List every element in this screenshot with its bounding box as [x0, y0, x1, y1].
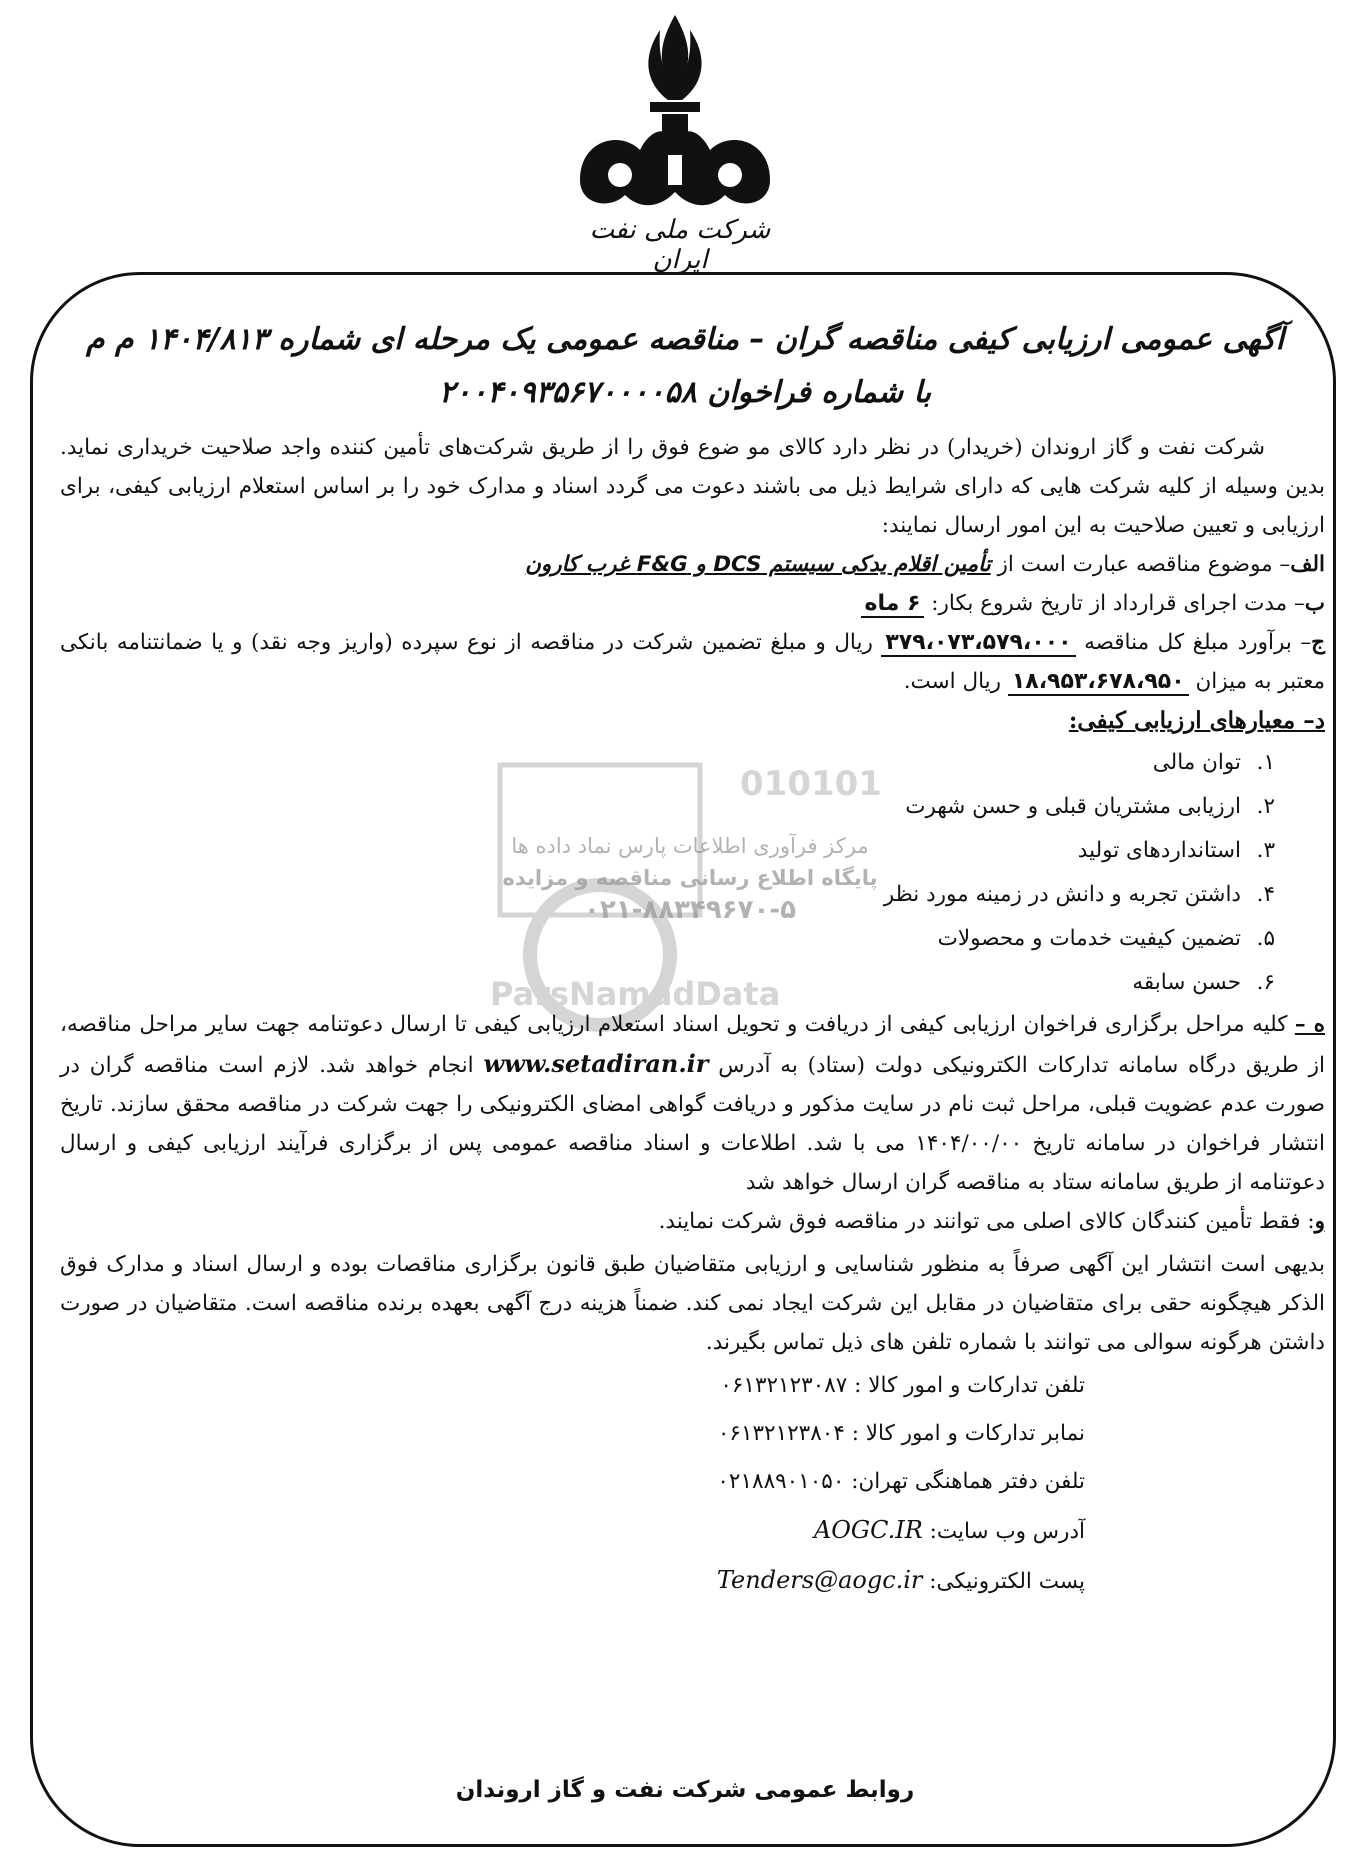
- phone-number: ۰۶۱۳۲۱۲۳۰۸۷: [720, 1373, 848, 1398]
- watermark-line2: پایگاه اطلاع رسانی مناقصه و مزایده: [502, 866, 878, 890]
- notice-call-number: با شماره فراخوان ۲۰۰۴۰۹۳۵۶۷۰۰۰۰۵۸: [438, 375, 932, 410]
- item-jim: [60, 623, 1325, 701]
- item-be: [60, 584, 1325, 623]
- footer-signature: روابط عمومی شرکت نفت و گاز اروندان: [455, 1777, 915, 1803]
- watermark-digits: 010101: [740, 764, 882, 804]
- list-item: ۴.داشتن تجربه و دانش در زمینه مورد نظر: [883, 882, 1275, 907]
- item-jim-label: ج: [1311, 630, 1325, 655]
- tehran-number: ۰۲۱۸۸۹۰۱۰۵۰: [717, 1469, 845, 1494]
- logo-caption: شرکت ملی نفت ایران: [589, 215, 771, 275]
- list-item: ۶.حسن سابقه: [1132, 970, 1275, 995]
- item-he: [60, 1005, 1325, 1202]
- guarantee-amount: ۱۸،۹۵۳،۶۷۸،۹۵۰: [1008, 669, 1189, 696]
- item-be-text: – مدت اجرای قرارداد از تاریخ شروع بکار:: [924, 591, 1305, 616]
- item-dal-label: د: [1314, 707, 1325, 734]
- notice-body: [60, 428, 1325, 1606]
- tender-amount: ۳۷۹،۰۷۳،۵۷۹،۰۰۰: [881, 630, 1075, 657]
- intro-paragraph: شرکت نفت و گاز اروندان (خریدار) در نظر دارد کالای مو ضوع فوق را از طریق شرکت‌های تأمین کننده واجد صلاحیت خریداری نماید. بدین وسیله از کلیه شرکت هایی که دارای شرایط ذیل می باشند دعوت می گردد اسناد و مدارک خود را بر اساس استعلام ارزیابی کیفی، برای ارزیابی و تعیین صلاحیت به این امور ارسال نمایند:: [60, 435, 1325, 538]
- watermark-text: [480, 830, 900, 926]
- item-dal: [60, 701, 1325, 741]
- item-alef-text: – موضوع مناقصه عبارت است از: [990, 552, 1291, 577]
- criteria-title: – معیارهای ارزیابی کیفی:: [1068, 707, 1315, 734]
- item-he-text1: کلیه مراحل برگزاری فراخوان ارزیابی کیفی از دریافت و تحویل اسناد استعلام ارزیابی کیفی تا ارسال دعوتنامه جهت سایر مراحل مناقصه، از طریق درگاه سامانه تدارکات الکترونیکی دولت (ستاد) به آدرس: [60, 1012, 1325, 1078]
- item-be-label: ب: [1304, 591, 1325, 616]
- list-item: ۲.ارزیابی مشتریان قبلی و حسن شهرت: [905, 794, 1275, 819]
- item-alef-label: الف: [1290, 552, 1325, 577]
- list-item: ۵.تضمین کیفیت خدمات و محصولات: [937, 926, 1275, 951]
- website-line: آدرس وب سایت: AOGC.IR: [813, 1516, 1085, 1544]
- tender-subject: تأمین اقلام یدکی سیستم DCS و F&G غرب کارون: [525, 552, 991, 577]
- website-link[interactable]: AOGC.IR: [813, 1516, 923, 1544]
- setadiran-link[interactable]: www.setadiran.ir: [483, 1049, 709, 1078]
- watermark-line1: مرکز فرآوری اطلاعات پارس نماد داده ها: [511, 834, 869, 858]
- phone-line: تلفن تدارکات و امور کالا : ۰۶۱۳۲۱۲۳۰۸۷: [720, 1373, 1085, 1398]
- contacts-block: [60, 1362, 1325, 1606]
- item-alef: [60, 545, 1325, 584]
- watermark-brand: ParsNamadData: [490, 975, 781, 1013]
- item-vav-label: و: [1314, 1209, 1325, 1234]
- item-jim-text1: – برآورد مبلغ کل مناقصه: [1075, 630, 1312, 655]
- item-jim-text2: ریال و مبلغ تضمین شرکت در مناقصه از نوع سپرده (واریز وجه نقد) و یا ضمانتنامه بانکی معتبر به میزان: [60, 630, 1325, 694]
- disclaimer-paragraph: بدیهی است انتشار این آگهی صرفاً به منظور شناسایی و ارزیابی متقاضیان طبق قانون برگزاری مناقصات بوده و ارسال اسناد و مدارک فوق الذکر هیچگونه حقی برای متقاضیان در مقابل این شرکت ایجاد نمی کند. ضمناً هزینه درج آگهی بعهده برنده مناقصه است. متقاضیان در صورت داشتن هرگونه سوالی می توانند با شماره تلفن های ذیل تماس بگیرند.: [60, 1252, 1325, 1355]
- item-vav-text: : فقط تأمین کنندگان کالای اصلی می توانند در مناقصه فوق شرکت نمایند.: [658, 1209, 1315, 1234]
- item-he-label: ه –: [1294, 1012, 1325, 1037]
- list-item: ۳.استانداردهای تولید: [1077, 838, 1275, 863]
- email-line: پست الکترونیکی: Tenders@aogc.ir: [716, 1566, 1085, 1594]
- tehran-line: تلفن دفتر هماهنگی تهران: ۰۲۱۸۸۹۰۱۰۵۰: [717, 1469, 1085, 1494]
- item-vav: [60, 1202, 1325, 1241]
- list-item: ۱.توان مالی: [1152, 750, 1275, 775]
- fax-line: نمابر تدارکات و امور کالا : ۰۶۱۳۲۱۲۳۸۰۴: [717, 1421, 1085, 1446]
- item-jim-text3: ریال است.: [903, 669, 1008, 694]
- notice-title: آگهی عمومی ارزیابی کیفی مناقصه گران – مناقصه عمومی یک مرحله ای شماره ۱۴۰۴/۸۱۳ م م: [86, 322, 1284, 357]
- watermark-phone: ۰۲۱-۸۸۳۴۹۶۷۰-۵: [583, 895, 796, 925]
- item-he-text2: انجام خواهد شد. لازم است مناقصه گران در صورت عدم عضویت قبلی، مراحل ثبت نام در سایت مذکور و دریافت گواهی امضای الکترونیکی را جهت شرکت در مناقصه محقق سازند. تاریخ انتشار فراخوان در سامانه تاریخ ۱۴۰۴/۰۰/۰۰ می با شد. اطلاعات و اسناد مناقصه عمومی پس از برگزاری فرآیند ارزیابی کیفی و ارسال دعوتنامه از طریق سامانه ستاد به مناقصه گران ارسال خواهد شد: [60, 1053, 1325, 1195]
- email-link[interactable]: Tenders@aogc.ir: [716, 1566, 923, 1594]
- contract-duration: ۶ ماه: [861, 591, 925, 618]
- fax-number: ۰۶۱۳۲۱۲۳۸۰۴: [717, 1421, 845, 1446]
